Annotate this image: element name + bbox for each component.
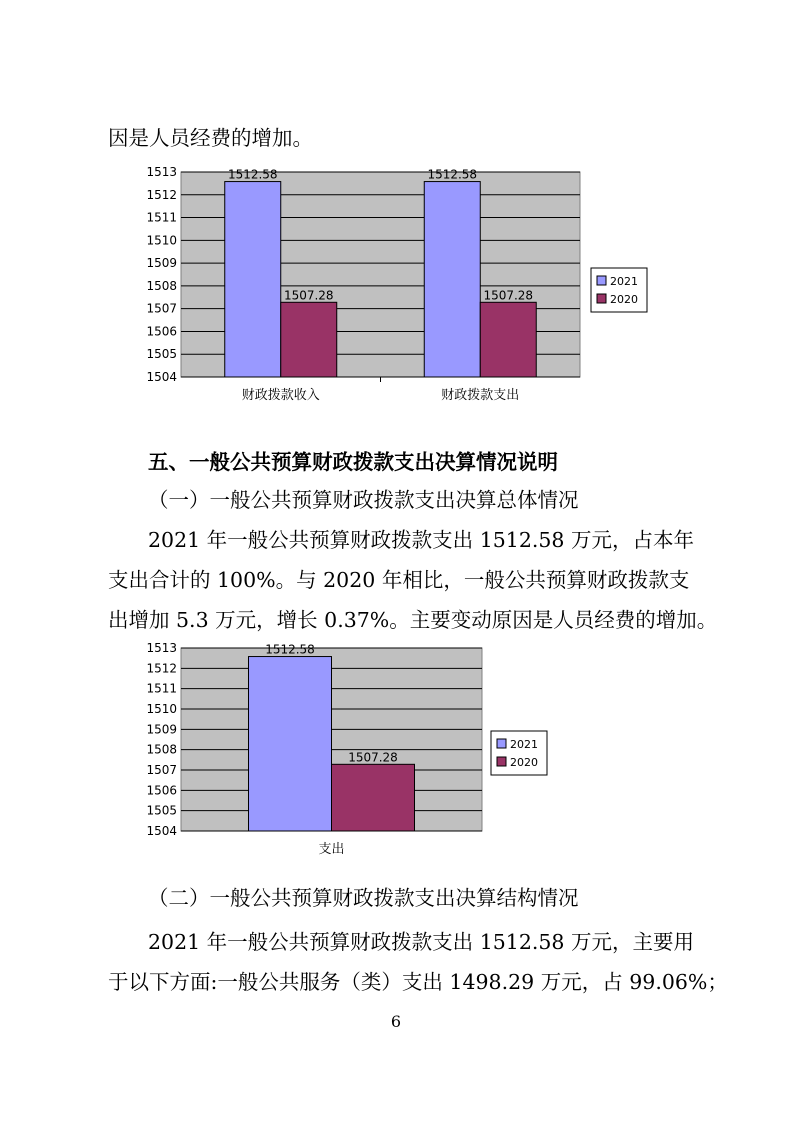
paragraph-structure-line-2: 于以下方面:一般公共服务（类）支出 1498.29 万元，占 99.06%； — [108, 970, 728, 994]
legend-label-2020: 2020 — [510, 756, 538, 769]
y-tick-label: 1505 — [146, 803, 177, 818]
y-tick-label: 1504 — [146, 370, 177, 384]
bar-2021 — [225, 182, 281, 377]
data-label: 1507.28 — [483, 288, 534, 303]
bar-2020 — [281, 302, 337, 377]
x-category-label: 支出 — [318, 842, 345, 857]
data-label: 1507.28 — [348, 750, 398, 765]
y-tick-label: 1510 — [146, 702, 177, 716]
y-tick-label: 1506 — [146, 324, 177, 339]
subheading-overall: （一）一般公共预算财政拨款支出决算总体情况 — [148, 488, 579, 512]
bar-2021 — [424, 182, 480, 377]
x-category-label: 财政拨款收入 — [241, 388, 320, 403]
paragraph-structure-line-1: 2021 年一般公共预算财政拨款支出 1512.58 万元，主要用 — [148, 930, 694, 954]
y-tick-label: 1512 — [146, 187, 177, 202]
paragraph-overall-line-3: 出增加 5.3 万元，增长 0.37%。主要变动原因是人员经费的增加。 — [108, 608, 718, 632]
y-tick-label: 1508 — [146, 278, 177, 293]
legend-swatch-2020 — [597, 294, 606, 303]
y-tick-label: 1511 — [146, 681, 177, 696]
y-tick-label: 1510 — [146, 233, 177, 248]
y-tick-label: 1506 — [146, 783, 177, 798]
x-category-label: 财政拨款支出 — [441, 388, 520, 403]
y-tick-label: 1505 — [146, 347, 177, 362]
legend-swatch-2020 — [497, 757, 506, 766]
legend-label-2020: 2020 — [610, 293, 638, 306]
section-heading-5: 五、一般公共预算财政拨款支出决算情况说明 — [148, 450, 558, 474]
data-label: 1512.58 — [265, 642, 315, 657]
y-tick-label: 1513 — [146, 641, 177, 655]
y-tick-label: 1507 — [146, 301, 177, 316]
paragraph-overall-line-2: 支出合计的 100%。与 2020 年相比，一般公共预算财政拨款支 — [108, 568, 690, 592]
chart-expenditure — [140, 638, 580, 870]
y-tick-label: 1504 — [146, 824, 177, 838]
bar-2020 — [332, 764, 415, 831]
paragraph-overall-line-1: 2021 年一般公共预算财政拨款支出 1512.58 万元，占本年 — [148, 528, 694, 552]
y-tick-label: 1513 — [146, 165, 177, 179]
legend-swatch-2021 — [597, 276, 606, 285]
y-tick-label: 1509 — [146, 256, 177, 271]
legend-label-2021: 2021 — [510, 738, 538, 751]
data-label: 1512.58 — [227, 167, 278, 182]
bar-2020 — [480, 302, 536, 377]
y-tick-label: 1511 — [146, 210, 177, 225]
y-tick-label: 1507 — [146, 763, 177, 777]
data-label: 1512.58 — [427, 167, 478, 182]
data-label: 1507.28 — [283, 288, 334, 303]
y-tick-label: 1512 — [146, 661, 177, 676]
page-number: 6 — [390, 1012, 402, 1031]
continued-paragraph: 因是人员经费的增加。 — [108, 126, 313, 150]
y-tick-label: 1509 — [146, 722, 177, 737]
legend-label-2021: 2021 — [610, 275, 638, 288]
bar-2021 — [249, 657, 332, 831]
chart-appropriation-income-expenditure — [140, 160, 660, 410]
y-tick-label: 1508 — [146, 742, 177, 757]
legend-swatch-2021 — [497, 739, 506, 748]
subheading-structure: （二）一般公共预算财政拨款支出决算结构情况 — [148, 886, 579, 910]
